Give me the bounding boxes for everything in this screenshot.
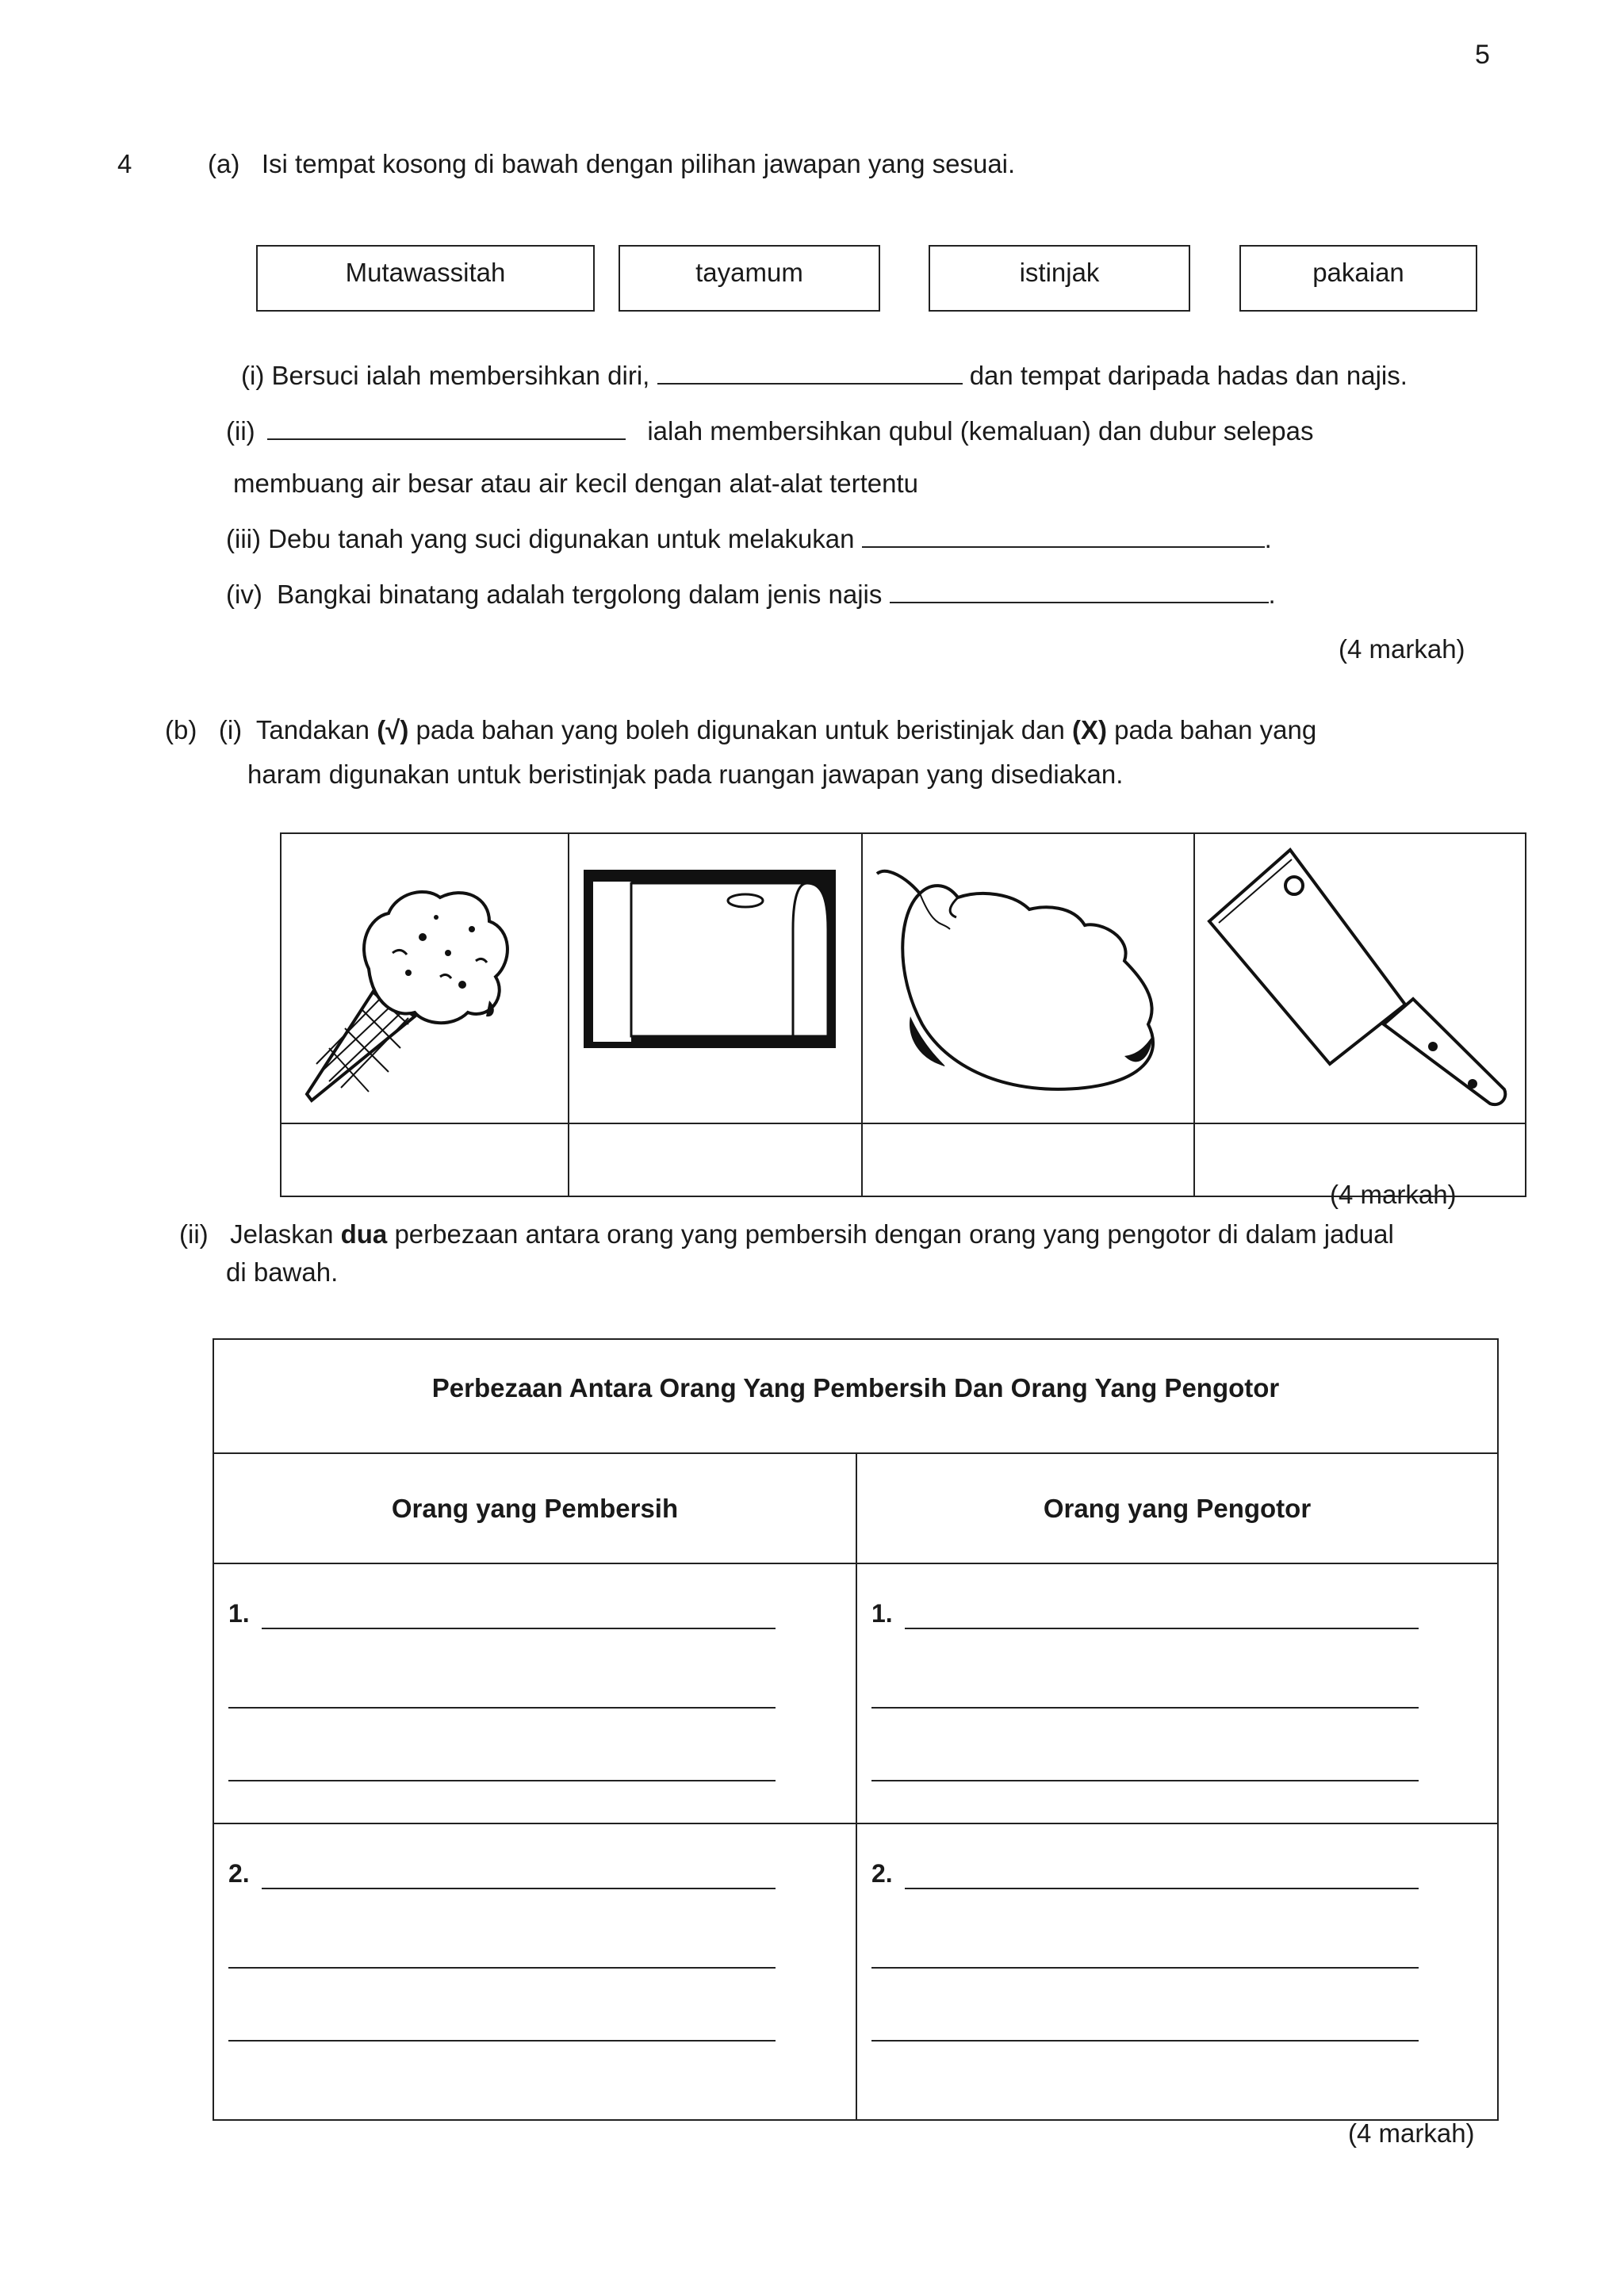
answer-cell[interactable] [862,1123,1194,1196]
part-b-i-marks: (4 markah) [1330,1180,1457,1209]
column-header-pengotor: Orang yang Pengotor [856,1453,1498,1563]
row-number: 1. [871,1599,893,1628]
part-b-ii-instruction-line2: di bawah. [226,1257,339,1287]
leaf-icon [863,834,1193,1116]
answer-line[interactable] [262,1628,776,1629]
item-text-after: dan tempat daripada hadas dan najis. [969,361,1408,390]
answer-line[interactable] [228,1780,776,1781]
part-a-instruction-text: Isi tempat kosong di bawah dengan pilihan jawapan yang sesuai. [261,149,1016,178]
answer-line[interactable] [262,1888,776,1889]
picture-cell [862,833,1194,1123]
part-b-ii-instruction [179,1219,1394,1249]
part-b-label: (b) [165,715,197,744]
instruction-text: pada bahan yang [1114,715,1317,744]
item-number: (ii) [226,416,255,446]
word-bank-box [929,245,1190,312]
answer-cell-pengotor-1[interactable] [856,1563,1498,1823]
part-b-ii-marks: (4 markah) [1348,2118,1475,2148]
answer-blank[interactable] [890,580,1269,603]
item-text-after: . [1268,580,1276,609]
word-bank-box [256,245,595,312]
answer-line[interactable] [871,1967,1419,1969]
row-number: 2. [871,1859,893,1888]
answer-line[interactable] [228,2040,776,2042]
picture-cell [281,833,569,1123]
item-text-after: ialah membersihkan qubul (kemaluan) dan dubur selepas [647,416,1314,446]
answer-line[interactable] [871,1780,1419,1781]
answer-cell-pembersih-1[interactable] [213,1563,856,1823]
word-bank-item: pakaian [1312,258,1404,287]
item-number: (iv) [226,580,262,609]
sub-i-number: (i) [218,715,243,744]
picture-cell [569,833,862,1123]
answer-line[interactable] [905,1888,1419,1889]
word-bank-item: Mutawassitah [345,258,506,287]
instruction-bold-word: dua [340,1219,388,1249]
question-number: 4 [117,149,132,178]
answer-blank[interactable] [657,361,963,385]
answer-cell-pembersih-2[interactable] [213,1823,856,2120]
toilet-paper-roll-icon [569,834,861,1116]
instruction-text: perbezaan antara orang yang pembersih dengan orang yang pengotor di dalam jadual [394,1219,1394,1249]
part-a-label: (a) [208,149,240,178]
page-number: 5 [1475,40,1490,70]
meat-cleaver-icon [1195,834,1525,1116]
sub-ii-number: (ii) [179,1219,209,1249]
word-bank-box [1239,245,1477,312]
answer-cell-pengotor-2[interactable] [856,1823,1498,2120]
part-a-marks: (4 markah) [1339,634,1465,664]
item-text-before: Bangkai binatang adalah tergolong dalam jenis najis [277,580,883,609]
picture-cell [1194,833,1526,1123]
difference-table [213,1338,1499,2121]
fill-item-iv [226,580,1276,610]
answer-blank[interactable] [267,416,626,440]
word-bank-item: tayamum [695,258,803,287]
part-a-instruction [208,149,1015,179]
ice-cream-cone-icon [282,834,568,1116]
row-number: 2. [228,1859,250,1888]
item-text-after: . [1264,524,1272,553]
word-bank-box [619,245,880,312]
instruction-text: Jelaskan [230,1219,334,1249]
answer-line[interactable] [905,1628,1419,1629]
item-text-before: Debu tanah yang suci digunakan untuk melakukan [268,524,855,553]
part-b-i-instruction [165,715,1316,745]
tick-symbol: (√) [377,715,409,744]
part-b-i-instruction-line2: haram digunakan untuk beristinjak pada ruangan jawapan yang disediakan. [247,760,1124,789]
column-header-pembersih: Orang yang Pembersih [213,1453,856,1563]
answer-line[interactable] [871,2040,1419,2042]
picture-table [280,832,1526,1197]
fill-item-iii [226,524,1272,554]
cross-symbol: (X) [1071,715,1107,744]
answer-cell[interactable] [281,1123,569,1196]
answer-line[interactable] [228,1967,776,1969]
word-bank-item: istinjak [1019,258,1100,287]
answer-blank[interactable] [862,524,1265,548]
table-title: Perbezaan Antara Orang Yang Pembersih Dan Orang Yang Pengotor [213,1339,1498,1453]
instruction-text: pada bahan yang boleh digunakan untuk beristinjak dan [416,715,1065,744]
answer-cell[interactable] [569,1123,862,1196]
fill-item-i [241,361,1408,391]
fill-item-ii [226,416,1314,446]
item-number: (i) [241,361,265,390]
fill-item-ii-continuation: membuang air besar atau air kecil dengan alat-alat tertentu [233,469,919,498]
item-text-before: Bersuci ialah membersihkan diri, [271,361,650,390]
row-number: 1. [228,1599,250,1628]
answer-line[interactable] [228,1707,776,1709]
answer-line[interactable] [871,1707,1419,1709]
item-number: (iii) [226,524,261,553]
instruction-text: Tandakan [255,715,370,744]
